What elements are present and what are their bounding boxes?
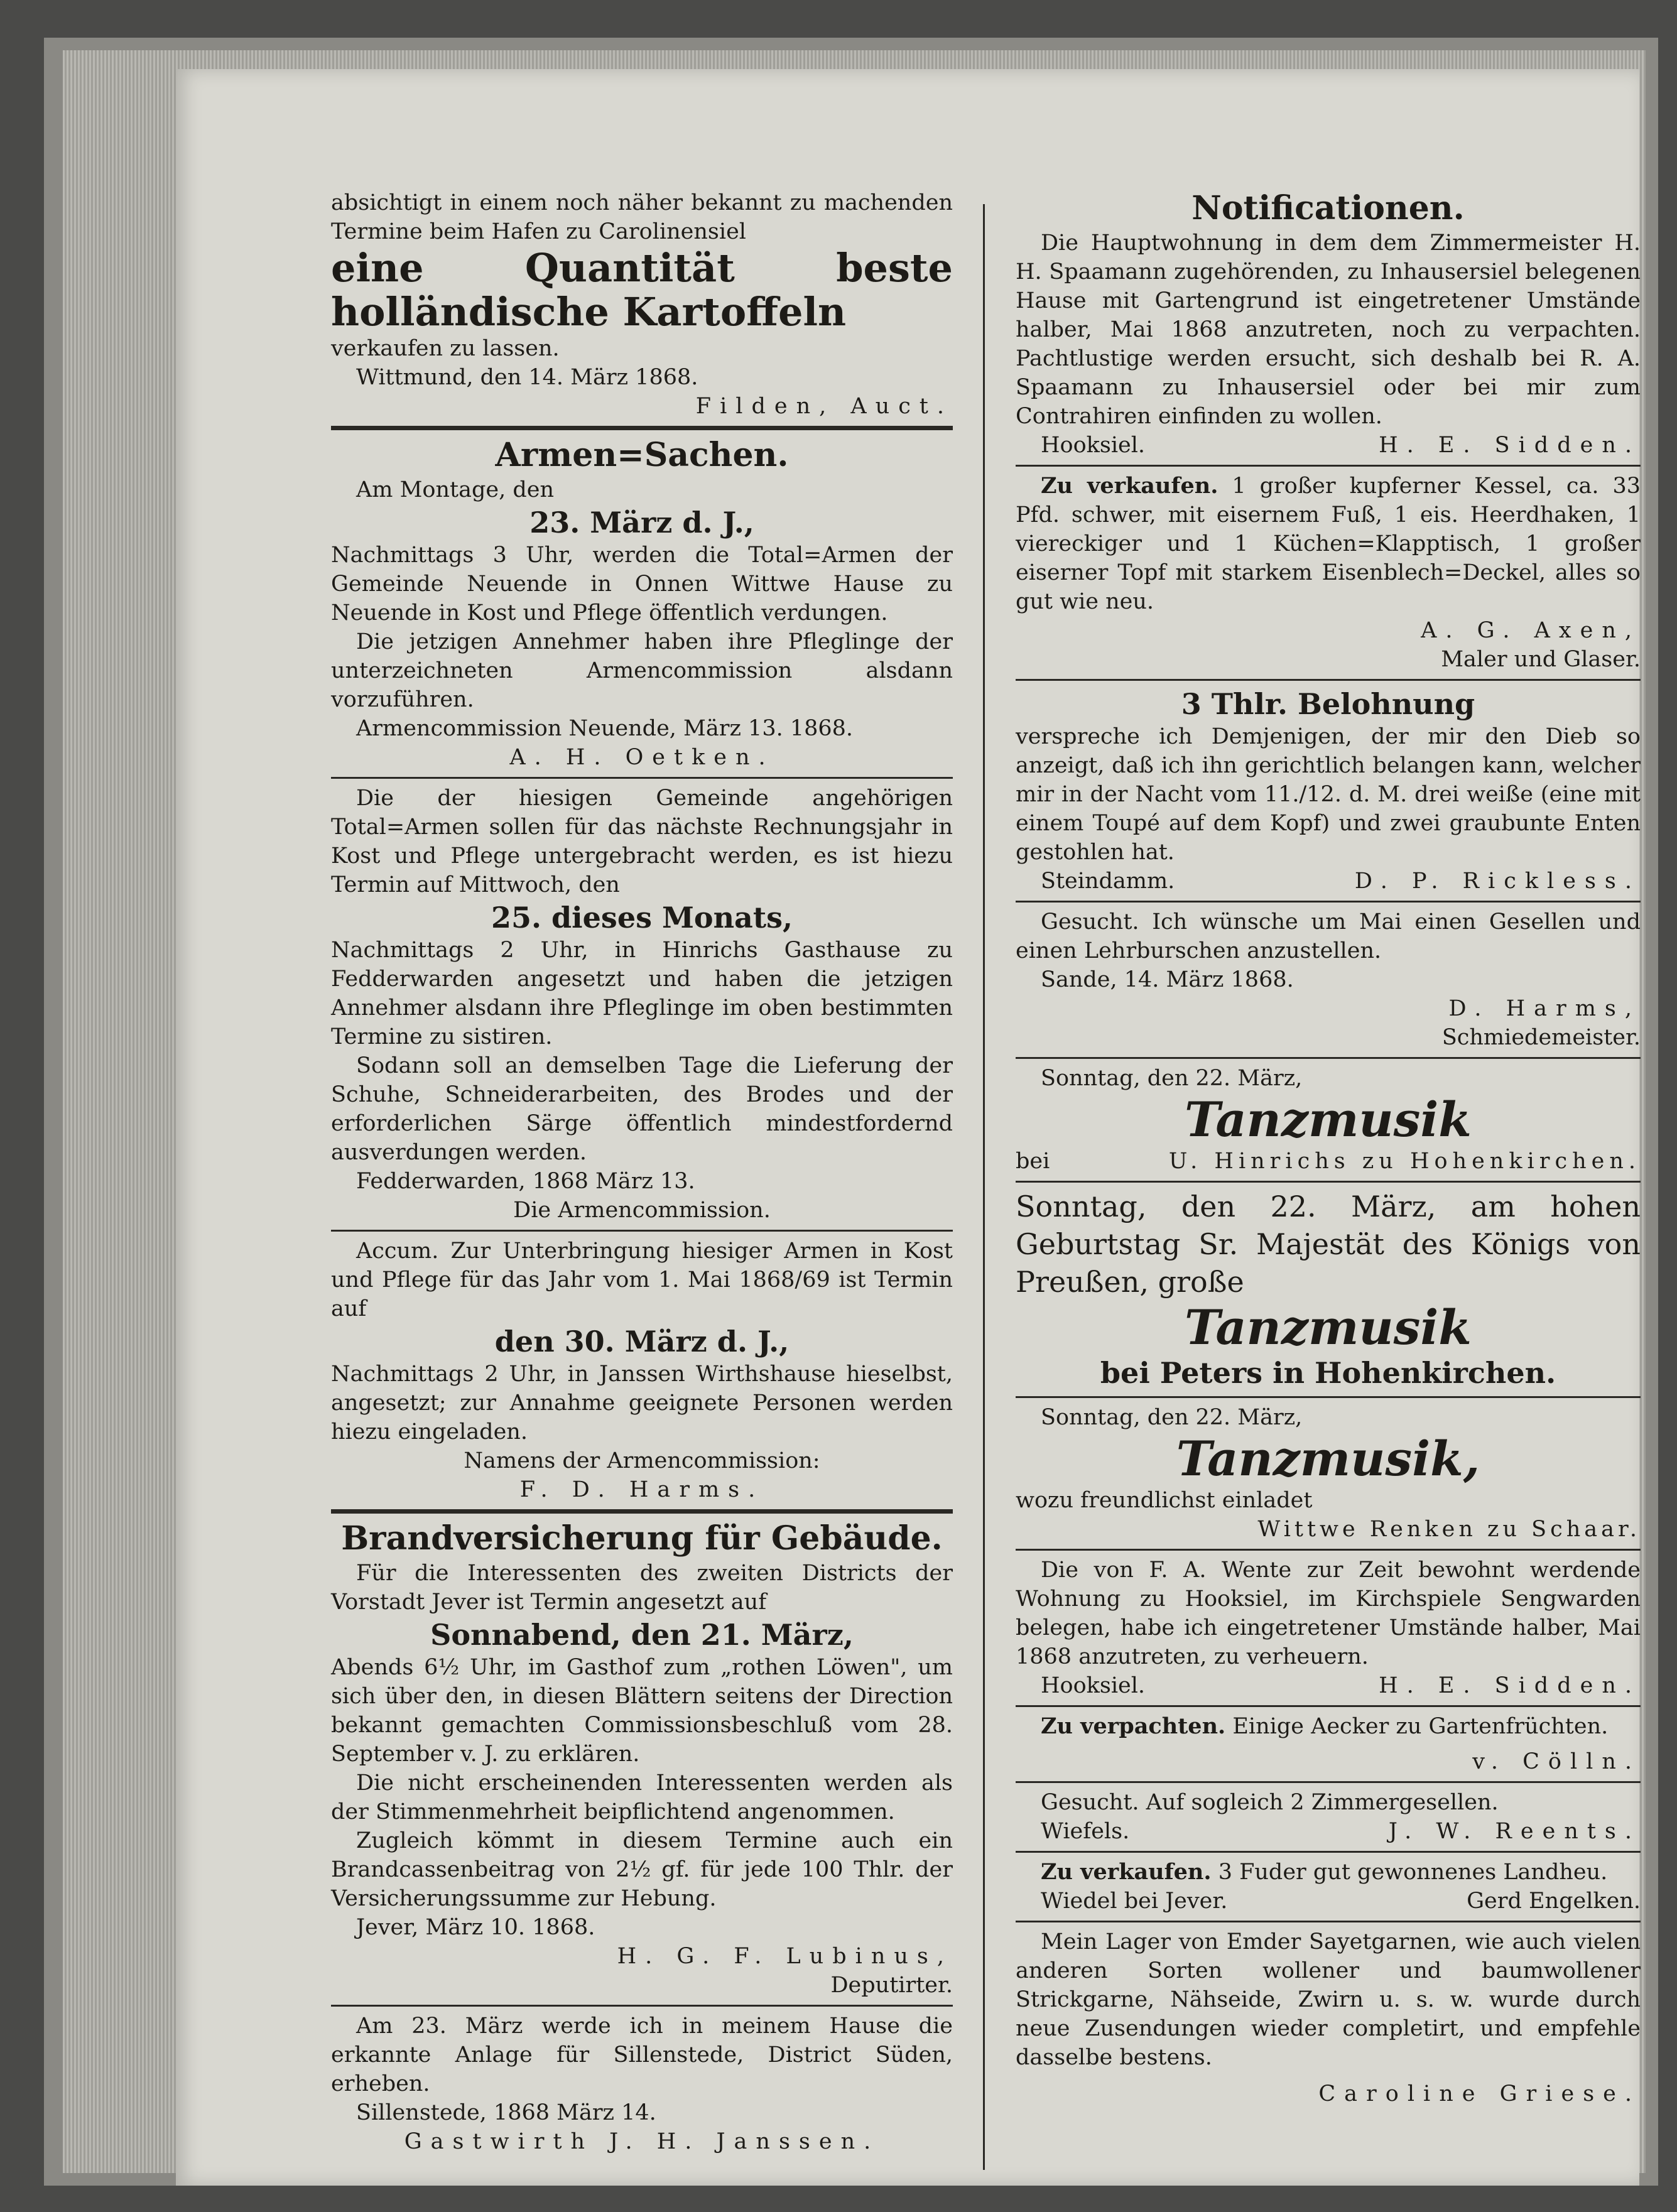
signature: A. G. Axen, — [1421, 618, 1641, 643]
ad-text: absichtigt in einem noch näher bekannt zu machenden Termine beim Hafen zu Carolinensiel — [331, 190, 953, 244]
signature: Wittwe Renken zu Schaar. — [1257, 1517, 1641, 1542]
notificationen — [1016, 188, 1641, 460]
signature-line — [1016, 1817, 1641, 1846]
place-date: Sillenstede, 1868 März 14. — [356, 2100, 656, 2125]
body: Nachmittags 2 Uhr, in Janssen Wirthshause hieselbst, angesetzt; zur Annahme geeignete Personen werden hiezu eingeladen. — [331, 1362, 953, 1445]
tanzmusik-renken — [1016, 1403, 1641, 1544]
tanzmusik-title: Tanzmusik — [1185, 1092, 1472, 1147]
signature: Schmiedemeister. — [1441, 1025, 1641, 1050]
lead: Zu verkaufen. — [1041, 473, 1218, 499]
rule — [1016, 465, 1641, 467]
signature-line — [1016, 431, 1641, 460]
tanzmusik-hinrichs — [1016, 1064, 1641, 1176]
section-heading: 3 Thlr. Belohnung — [1181, 687, 1475, 721]
body: Die jetzigen Annehmer haben ihre Pfleglinge der unterzeichneten Armencommission alsdann vorzuführen. — [331, 629, 953, 712]
gesucht-zimmergesellen — [1016, 1788, 1641, 1846]
rule — [331, 1509, 953, 1514]
rule — [1016, 1549, 1641, 1551]
intro: Sonntag, den 22. März, — [1041, 1405, 1303, 1430]
body: Abends 6½ Uhr, im Gasthof zum „rothen Löwen", um sich über den, in diesen Blättern seitens der Direction bekannt gemachten Commissionsbeschluß vom 28. September v. J. zu erklären. — [331, 1655, 953, 1767]
ad-place-date: Wittmund, den 14. März 1868. — [356, 365, 698, 390]
lead: Zu verkaufen. — [1041, 1859, 1212, 1885]
date-line: 25. dieses Monats, — [491, 901, 793, 935]
place: Wiefels. — [1041, 1819, 1130, 1844]
intro: Sonntag, den 22. März, am hohen Geburtstag Sr. Majestät des Königs von Preußen, große — [1016, 1190, 1641, 1299]
signature-line — [1016, 1671, 1641, 1700]
body: Nachmittags 3 Uhr, werden die Total=Armen der Gemeinde Neuende in Onnen Wittwe Hause zu Neuende in Kost und Pflege öffentlich verdungen. — [331, 543, 953, 626]
signature: J. W. Reents. — [1388, 1819, 1641, 1844]
body: Die von F. A. Wente zur Zeit bewohnt werdende Wohnung zu Hooksiel, im Kirchspiele Sengwarden belegen, habe ich eingetretener Umstände halber, Mai 1868 anzutreten, zu verheuern. — [1016, 1558, 1641, 1669]
signature: Gerd Engelken. — [1467, 1889, 1641, 1914]
gesucht-gesellen — [1016, 908, 1641, 1052]
rule — [1016, 1781, 1641, 1783]
host-line — [1016, 1147, 1641, 1176]
armen-accum — [331, 1237, 953, 1504]
signature: Deputirter. — [830, 1973, 953, 1998]
section-heading: Notificationen. — [1191, 189, 1465, 227]
host: bei Peters in Hohenkirchen. — [1100, 1356, 1556, 1390]
ad-signature: Filden, Auct. — [695, 394, 953, 419]
body: Einige Aecker zu Gartenfrüchten. — [1232, 1714, 1609, 1739]
signature: A. H. Oetken. — [509, 745, 774, 770]
zu-verpachten — [1016, 1712, 1641, 1776]
lead: Zu verpachten. — [1041, 1713, 1226, 1739]
zu-verkaufen-kessel — [1016, 472, 1641, 674]
body: Accum. Zur Unterbringung hiesiger Armen in Kost und Pflege für das Jahr vom 1. Mai 1868/69 ist Termin auf — [331, 1239, 953, 1321]
body: 1 großer kupferner Kessel, ca. 33 Pfd. schwer, mit eisernem Fuß, 1 eis. Heerdhaken, 1 viereckiger und 1 Küchen=Klapptisch, 1 großer eiserner Topf mit starkem Eisenblech=Deckel, alles so gut wie neu. — [1016, 474, 1641, 614]
body: Die der hiesigen Gemeinde angehörigen Total=Armen sollen für das nächste Rechnungsjahr in Kost und Pflege untergebracht werden, es ist hiezu Termin auf Mittwoch, den — [331, 786, 953, 897]
body: 3 Fuder gut gewonnenes Landheu. — [1218, 1860, 1608, 1885]
place-date: Armencommission Neuende, März 13. 1868. — [356, 716, 854, 741]
signature: D. Harms, — [1448, 996, 1641, 1021]
place-date: Jever, März 10. 1868. — [356, 1915, 595, 1940]
signature: Namens der Armencommission: — [464, 1448, 820, 1473]
signature: F. D. Harms. — [519, 1477, 764, 1502]
body: Am 23. März werde ich in meinem Hause die erkannte Anlage für Sillenstede, District Süden, erheben. — [331, 2014, 953, 2096]
rule — [1016, 1181, 1641, 1183]
place-date: Fedderwarden, 1868 März 13. — [356, 1169, 695, 1194]
signature: H. G. F. Lubinus, — [617, 1944, 953, 1969]
ad-headline: eine Quantität beste holländische Kartoffeln — [331, 245, 953, 335]
signature: Gastwirth J. H. Janssen. — [404, 2129, 880, 2154]
signature: Maler und Glaser. — [1441, 647, 1641, 672]
bei: bei — [1016, 1149, 1050, 1174]
body: Die Hauptwohnung in dem dem Zimmermeister H. H. Spaamann zugehörenden, zu Inhausersiel belegenen Hause mit Gartengrund ist eingetretener Umstände halber, Mai 1868 anzutreten, noch zu verpachten. Pachtlustige werden ersucht, sich deshalb bei R. A. Spaamann zu Inhausersiel oder bei mir zum Contrahiren einfinden zu wollen. — [1016, 230, 1641, 429]
ad-kartoffeln — [331, 188, 953, 421]
signature: Die Armencommission. — [513, 1198, 771, 1223]
rule — [1016, 1396, 1641, 1398]
date-line: Sonnabend, den 21. März, — [430, 1618, 854, 1652]
zu-verkaufen-landheu — [1016, 1858, 1641, 1916]
armen-fedderwarden — [331, 784, 953, 1225]
place: Wiedel bei Jever. — [1041, 1889, 1228, 1914]
griese-garne — [1016, 1927, 1641, 2108]
tanzmusik-title: Tanzmusik — [1185, 1299, 1472, 1355]
body: Gesucht. Auf sogleich 2 Zimmergesellen. — [1041, 1790, 1499, 1815]
host: U. Hinrichs zu Hohenkirchen. — [1168, 1149, 1641, 1174]
rule — [331, 2005, 953, 2007]
armen-neuende — [331, 435, 953, 772]
rule — [1016, 901, 1641, 903]
section-heading: Brandversicherung für Gebäude. — [341, 1519, 943, 1558]
place: Steindamm. — [1041, 869, 1175, 894]
tanzmusik-title: Tanzmusik, — [1176, 1431, 1480, 1487]
intro: Sonntag, den 22. März, — [1041, 1066, 1303, 1091]
rule — [1016, 1057, 1641, 1059]
body: Mein Lager von Emder Sayetgarnen, wie auch vielen anderen Sorten wollener und baumwollener Strickgarne, Nähseide, Zwirn u. s. w. wurde durch neue Zusendungen wieder completirt, und empfehle dasselbe bestens. — [1016, 1929, 1641, 2070]
body: Gesucht. Ich wünsche um Mai einen Gesellen und einen Lehrburschen anzustellen. — [1016, 909, 1641, 963]
signature: H. E. Sidden. — [1379, 1673, 1641, 1698]
place: Hooksiel. — [1041, 433, 1146, 458]
rule — [1016, 1705, 1641, 1707]
date-line: 23. März d. J., — [529, 506, 754, 539]
newspaper-page — [176, 69, 1639, 2186]
signature-line — [1016, 1887, 1641, 1916]
right-column — [1016, 188, 1641, 2108]
body: verspreche ich Demjenigen, der mir den Dieb so anzeigt, daß ich ihn gerichtlich belangen kann, welcher mir in der Nacht vom 11./12. d. M. drei weiße (eine mit einem Toupé auf dem Kopf) und zwei graubunte Enten gestohlen hat. — [1016, 724, 1641, 865]
body: Nachmittags 2 Uhr, in Hinrichs Gasthause zu Fedderwarden angesetzt und haben die jetzigen Annehmer alsdann ihre Pfleglinge im oben bestimmten Termine zu sistiren. — [331, 938, 953, 1049]
signature: D. P. Rickless. — [1354, 869, 1641, 894]
rule — [331, 777, 953, 779]
place-date: Sande, 14. März 1868. — [1041, 967, 1294, 992]
date-line: den 30. März d. J., — [494, 1325, 790, 1358]
wente-wohnung — [1016, 1556, 1641, 1700]
body: Sodann soll an demselben Tage die Lieferung der Schuhe, Schneiderarbeiten, des Brodes und der erforderlichen Särge öffentlich mindestfordernd ausverdungen werden. — [331, 1053, 953, 1165]
signature-line — [1016, 867, 1641, 896]
column-divider — [983, 204, 985, 2170]
body: Für die Interessenten des zweiten Districts der Vorstadt Jever ist Termin angesetzt auf — [331, 1561, 953, 1615]
brandversicherung — [331, 1519, 953, 2000]
intro: Am Montage, den — [356, 477, 554, 502]
invite: wozu freundlichst einladet — [1016, 1488, 1313, 1513]
rule — [1016, 1851, 1641, 1853]
signature: Caroline Griese. — [1318, 2081, 1641, 2106]
sillenstede — [331, 2012, 953, 2156]
tanzmusik-peters — [1016, 1188, 1641, 1391]
place: Hooksiel. — [1041, 1673, 1146, 1698]
rule — [331, 426, 953, 430]
body: Zugleich kömmt in diesem Termine auch ein Brandcassenbeitrag von 2½ gf. für jede 100 Thlr. der Versicherungssumme zur Hebung. — [331, 1828, 953, 1911]
ad-tail: verkaufen zu lassen. — [331, 336, 560, 361]
rule — [331, 1230, 953, 1232]
signature: v. Cölln. — [1472, 1749, 1641, 1774]
belohnung — [1016, 686, 1641, 896]
body: Die nicht erscheinenden Interessenten werden als der Stimmenmehrheit beipflichtend angenommen. — [331, 1770, 953, 1824]
section-heading: Armen=Sachen. — [495, 436, 789, 474]
signature: H. E. Sidden. — [1379, 433, 1641, 458]
left-column — [331, 188, 953, 2156]
rule — [1016, 679, 1641, 681]
rule — [1016, 1921, 1641, 1922]
